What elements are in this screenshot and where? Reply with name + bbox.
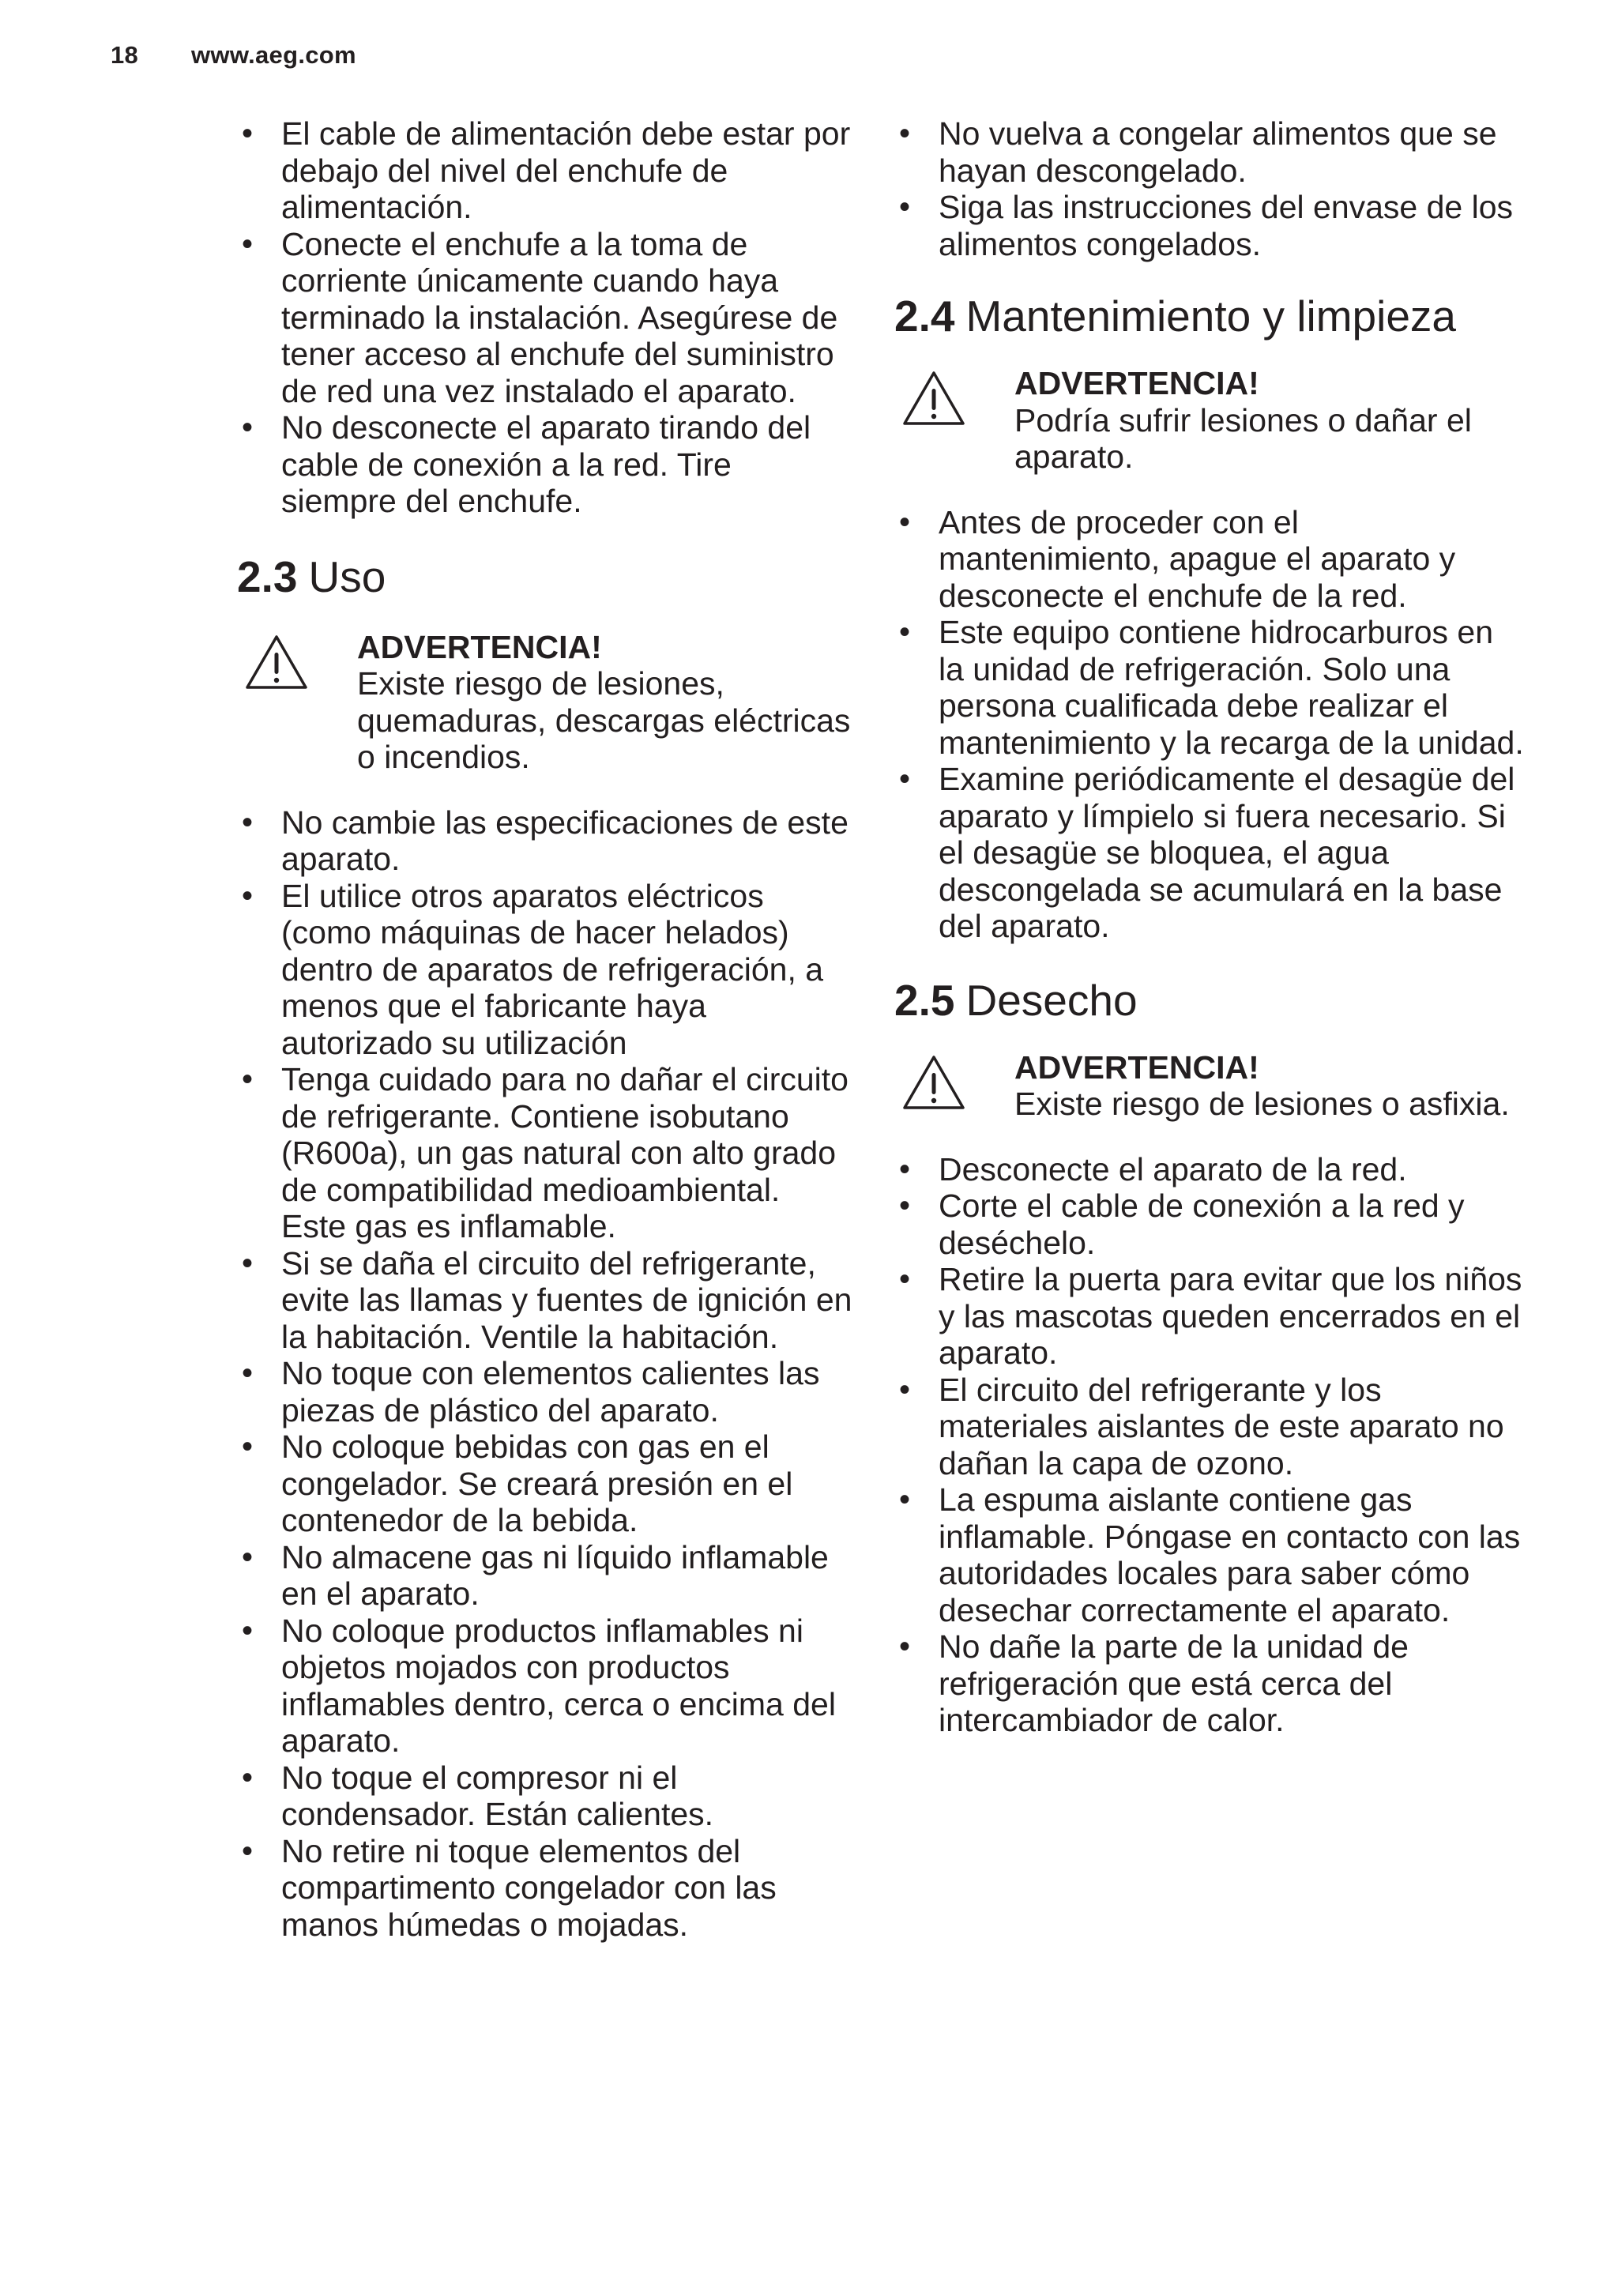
section-heading-2-5 — [894, 977, 1526, 1024]
right-column — [894, 115, 1526, 1739]
warning-text: Podría sufrir lesiones o dañar el aparato. — [1014, 401, 1472, 475]
page-header — [111, 41, 356, 70]
list-item: • No toque con elementos calientes las piezas de plástico del aparato. — [237, 1355, 853, 1428]
list-item: • Conecte el enchufe a la toma de corriente únicamente cuando haya terminado la instalación. Asegúrese de tener acceso al enchufe del suministro de red una vez instalado el aparato. — [237, 226, 853, 410]
section-number: 2.4 — [894, 292, 955, 341]
warning-text: Existe riesgo de lesiones, quemaduras, descargas eléctricas o incendios. — [357, 665, 851, 775]
intro-bullet-list — [894, 115, 1526, 262]
list-item: • El utilice otros aparatos eléctricos (como máquinas de hacer helados) dentro de aparatos de refrigeración, a menos que el fabricante haya autorizado su utilización — [237, 878, 853, 1062]
section-heading-2-3 — [237, 553, 853, 600]
section-title: Mantenimiento y limpieza — [965, 292, 1457, 341]
list-item: • No almacene gas ni líquido inflamable en el aparato. — [237, 1539, 853, 1613]
page-number: 18 — [111, 41, 139, 69]
section-number: 2.5 — [894, 975, 955, 1025]
warning-title: ADVERTENCIA! — [1014, 365, 1259, 401]
intro-bullet-list — [237, 115, 853, 520]
list-item: • Desconecte el aparato de la red. — [894, 1151, 1526, 1188]
warning-block — [894, 1049, 1526, 1123]
warning-title: ADVERTENCIA! — [357, 628, 602, 665]
list-item: • No retire ni toque elementos del compartimento congelador con las manos húmedas o mojadas. — [237, 1833, 853, 1944]
list-item: • Este equipo contiene hidrocarburos en la unidad de refrigeración. Solo una persona cualificada debe realizar el mantenimiento y la recarga de la unidad. — [894, 614, 1526, 761]
section-bullet-list — [894, 504, 1526, 945]
section-title: Desecho — [965, 975, 1138, 1025]
list-item: • Si se daña el circuito del refrigerante, evite las llamas y fuentes de ignición en la habitación. Ventile la habitación. — [237, 1245, 853, 1356]
list-item: • El cable de alimentación debe estar por debajo del nivel del enchufe de alimentación. — [237, 115, 853, 226]
list-item: • Retire la puerta para evitar que los niños y las mascotas queden encerrados en el aparato. — [894, 1261, 1526, 1372]
list-item: • El circuito del refrigerante y los materiales aislantes de este aparato no dañan la capa de ozono. — [894, 1372, 1526, 1482]
warning-title: ADVERTENCIA! — [1014, 1048, 1259, 1086]
left-column — [237, 115, 853, 1943]
site-url: www.aeg.com — [191, 41, 356, 69]
warning-triangle-icon — [902, 370, 965, 427]
list-item: • No cambie las especificaciones de este aparato. — [237, 804, 853, 878]
list-item: • No coloque bebidas con gas en el congelador. Se creará presión en el contenedor de la bebida. — [237, 1428, 853, 1539]
list-item: • No vuelva a congelar alimentos que se hayan descongelado. — [894, 115, 1526, 189]
section-bullet-list — [894, 1151, 1526, 1739]
warning-triangle-icon — [245, 634, 308, 691]
section-title: Uso — [308, 551, 386, 601]
list-item: • Examine periódicamente el desagüe del aparato y límpielo si fuera necesario. Si el desagüe se bloquea, el agua descongelada se acumulará en la base del aparato. — [894, 761, 1526, 945]
list-item: • No desconecte el aparato tirando del cable de conexión a la red. Tire siempre del enchufe. — [237, 409, 853, 520]
list-item: • No toque el compresor ni el condensador. Están calientes. — [237, 1760, 853, 1833]
warning-triangle-icon — [902, 1054, 965, 1111]
list-item: • Siga las instrucciones del envase de los alimentos congelados. — [894, 189, 1526, 262]
list-item: • Tenga cuidado para no dañar el circuito de refrigerante. Contiene isobutano (R600a), un gas natural con alto grado de compatibilidad medioambiental. Este gas es inflamable. — [237, 1061, 853, 1245]
warning-text: Existe riesgo de lesiones o asfixia. — [1014, 1086, 1510, 1122]
section-number: 2.3 — [237, 551, 298, 601]
list-item: • Corte el cable de conexión a la red y deséchelo. — [894, 1188, 1526, 1261]
warning-block — [894, 365, 1526, 476]
list-item: • No coloque productos inflamables ni objetos mojados con productos inflamables dentro, cerca o encima del aparato. — [237, 1613, 853, 1760]
list-item: • Antes de proceder con el mantenimiento, apague el aparato y desconecte el enchufe de la red. — [894, 504, 1526, 615]
list-item: • No dañe la parte de la unidad de refrigeración que está cerca del intercambiador de calor. — [894, 1628, 1526, 1739]
warning-block — [237, 629, 853, 776]
section-heading-2-4 — [894, 292, 1526, 340]
list-item: • La espuma aislante contiene gas inflamable. Póngase en contacto con las autoridades locales para saber cómo desechar correctamente el aparato. — [894, 1481, 1526, 1628]
section-bullet-list — [237, 804, 853, 1944]
